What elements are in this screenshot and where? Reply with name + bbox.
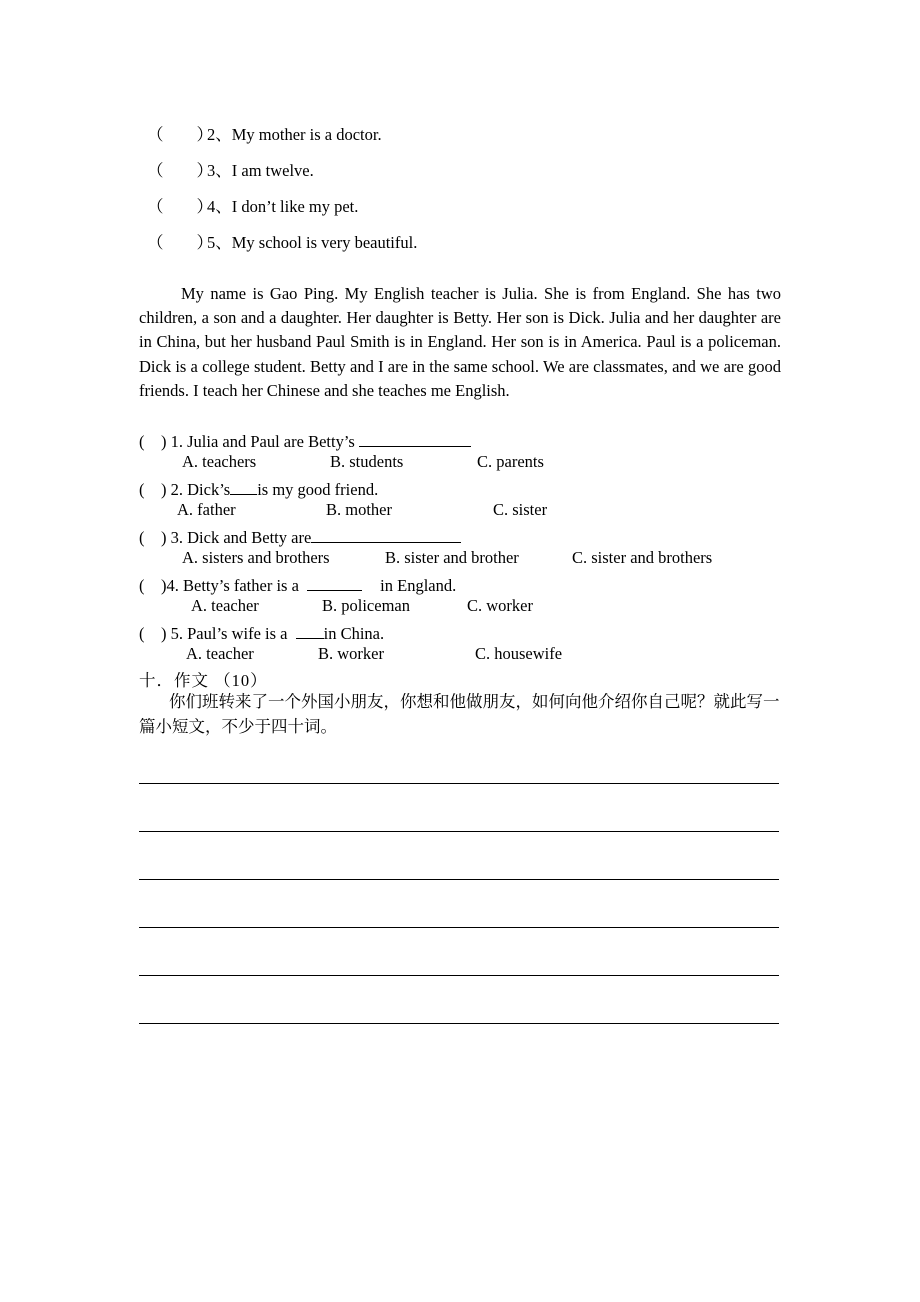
question-text-end: in England. xyxy=(376,576,457,595)
item-number: 4、 xyxy=(207,197,232,216)
writing-line[interactable] xyxy=(139,879,779,880)
writing-line[interactable] xyxy=(139,975,779,976)
option-a[interactable]: A. sisters and brothers xyxy=(182,548,330,567)
question-text-end: is my good friend. xyxy=(257,480,379,499)
question-3 xyxy=(139,524,461,548)
option-b[interactable]: B. policeman xyxy=(322,596,410,615)
answer-parentheses[interactable]: （ ） xyxy=(147,161,213,180)
question-text-end: in China. xyxy=(323,624,385,643)
answer-blank[interactable] xyxy=(307,576,362,591)
option-a[interactable]: A. father xyxy=(177,500,236,519)
answer-blank[interactable] xyxy=(311,528,461,543)
item-text: I don’t like my pet. xyxy=(231,197,359,216)
question-5 xyxy=(139,620,384,644)
writing-line[interactable] xyxy=(139,783,779,784)
option-a[interactable]: A. teachers xyxy=(182,452,257,471)
tf-item-3 xyxy=(147,157,314,181)
question-text: ( )4. Betty’s father is a xyxy=(139,576,304,595)
tf-item-2 xyxy=(147,121,382,145)
option-a[interactable]: A. teacher xyxy=(186,644,254,663)
question-text: ( ) 1. Julia and Paul are Betty’s xyxy=(139,432,359,451)
question-text: ( ) 5. Paul’s wife is a xyxy=(139,624,292,643)
option-b[interactable]: B. worker xyxy=(318,644,384,663)
question-text: ( ) 2. Dick’s xyxy=(139,480,231,499)
question-2 xyxy=(139,476,378,500)
reading-passage: My name is Gao Ping. My English teacher is Julia. She is from England. She has two children, a son and a daughter. Her daughter is Betty. Her son is Dick. Julia and her daughter are in China, but her husband Paul Smith is in England. Her son is in America. Paul is a policeman. Dick is a college student. Betty and I are in the same school. We are classmates, and we are good friends. I teach her Chinese and she teaches me English. xyxy=(139,284,781,400)
answer-blank[interactable] xyxy=(296,624,324,639)
answer-blank[interactable] xyxy=(359,432,471,447)
item-number: 3、 xyxy=(207,161,232,180)
option-c[interactable]: C. sister and brothers xyxy=(572,548,713,567)
item-text: I am twelve. xyxy=(231,161,314,180)
question-text: ( ) 3. Dick and Betty are xyxy=(139,528,312,547)
option-a[interactable]: A. teacher xyxy=(191,596,259,615)
answer-parentheses[interactable]: （ ） xyxy=(147,233,213,252)
option-c[interactable]: C. parents xyxy=(477,452,544,471)
item-text: My school is very beautiful. xyxy=(231,233,418,252)
writing-line[interactable] xyxy=(139,927,779,928)
question-1 xyxy=(139,428,471,452)
item-number: 2、 xyxy=(207,125,232,144)
tf-item-4 xyxy=(147,193,358,217)
answer-parentheses[interactable]: （ ） xyxy=(147,125,213,144)
option-b[interactable]: B. students xyxy=(330,452,404,471)
composition-title: 十．作文 （10） xyxy=(139,671,268,690)
writing-line[interactable] xyxy=(139,1023,779,1024)
option-c[interactable]: C. worker xyxy=(467,596,533,615)
writing-line[interactable] xyxy=(139,831,779,832)
item-number: 5、 xyxy=(207,233,232,252)
option-c[interactable]: C. housewife xyxy=(475,644,563,663)
option-b[interactable]: B. sister and brother xyxy=(385,548,519,567)
option-b[interactable]: B. mother xyxy=(326,500,392,519)
answer-parentheses[interactable]: （ ） xyxy=(147,197,213,216)
answer-blank[interactable] xyxy=(230,480,257,495)
composition-prompt: 你们班转来了一个外国小朋友，你想和他做朋友，如何向他介绍你自己呢？就此写一篇小短文，不少于四十词。 xyxy=(139,692,780,736)
option-c[interactable]: C. sister xyxy=(493,500,548,519)
tf-item-5 xyxy=(147,229,417,253)
question-4 xyxy=(139,572,456,596)
item-text: My mother is a doctor. xyxy=(231,125,382,144)
